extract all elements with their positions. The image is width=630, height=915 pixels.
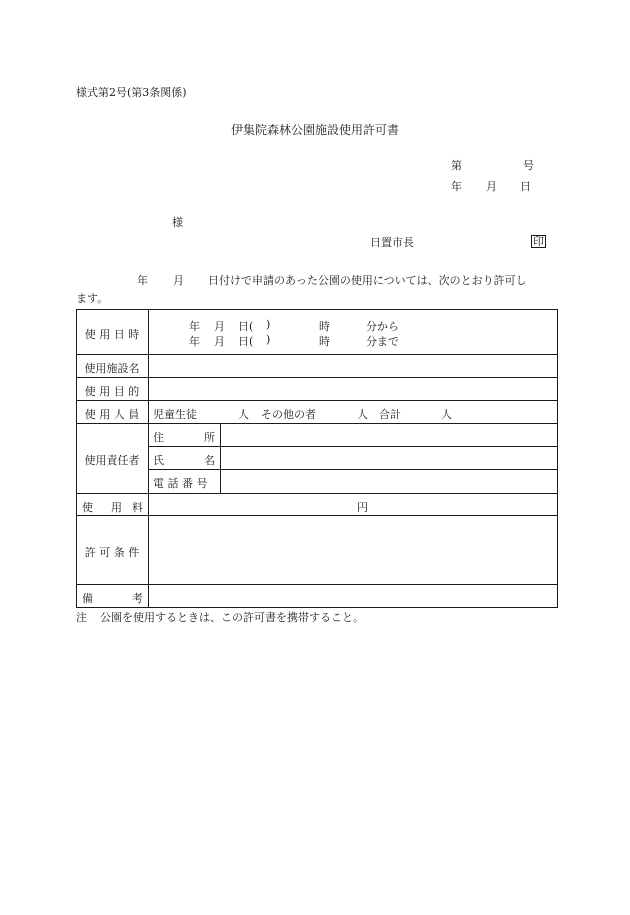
table-rule [76, 400, 557, 401]
fee-label-b: 用 [111, 501, 122, 514]
address-label-b: 所 [204, 431, 215, 444]
date-to-month: 月 [214, 335, 225, 348]
remarks-label-a: 備 [82, 592, 93, 605]
body-text-line1: 日付けで申請のあった公園の使用については、次のとおり許可し [208, 274, 527, 287]
seal-mark: 印 [533, 235, 544, 248]
table-rule [148, 469, 557, 470]
table-rule [76, 423, 557, 424]
doc-number-dai: 第 [451, 159, 462, 172]
date-month: 月 [486, 180, 497, 193]
usage-date-label: 使 用 日 時 [84, 328, 140, 341]
fee-label-c: 料 [132, 501, 143, 514]
date-to-day: 日( [238, 335, 254, 348]
fee-unit: 円 [357, 501, 368, 514]
date-from-month: 月 [214, 320, 225, 333]
date-day: 日 [520, 180, 531, 193]
name-label-a: 氏 [153, 454, 164, 467]
date-to-minute: 分まで [366, 335, 399, 348]
date-from-day: 日( [238, 320, 254, 333]
issuer-name: 日置市長 [370, 236, 414, 249]
total-unit: 人 [441, 408, 452, 421]
children-unit: 人 [238, 408, 249, 421]
phone-label: 電 話 番 号 [153, 477, 208, 490]
fee-label-a: 使 [82, 501, 93, 514]
others-unit: 人 [357, 408, 368, 421]
remarks-label-b: 考 [132, 592, 143, 605]
doc-number-go: 号 [523, 159, 534, 172]
date-from-year: 年 [189, 320, 200, 333]
table-rule [76, 354, 557, 355]
address-label-a: 住 [153, 431, 164, 444]
children-label: 児童生徒 [153, 408, 197, 421]
body-month: 月 [173, 274, 184, 287]
document-title: 伊集院森林公園施設使用許可書 [230, 123, 399, 137]
footnote-text: 公園を使用するときは、この許可書を携帯すること。 [100, 611, 364, 624]
people-label: 使 用 人 員 [84, 408, 140, 421]
body-year: 年 [137, 274, 148, 287]
body-text-line2: ます。 [76, 292, 109, 305]
table-rule [76, 377, 557, 378]
date-from-minute: 分から [366, 320, 399, 333]
date-to-close: ) [266, 333, 271, 346]
purpose-label: 使 用 目 的 [84, 385, 140, 398]
total-label: 合計 [379, 408, 401, 421]
date-from-hour: 時 [319, 320, 330, 333]
addressee-sama: 様 [172, 216, 183, 229]
date-from-close: ) [266, 318, 271, 331]
footnote-mark: 注 [76, 611, 87, 624]
table-rule [76, 515, 557, 516]
table-rule [76, 584, 557, 585]
name-label-b: 名 [204, 454, 215, 467]
permit-table [76, 309, 557, 608]
date-to-year: 年 [189, 335, 200, 348]
date-year: 年 [451, 180, 462, 193]
conditions-label: 許 可 条 件 [84, 546, 140, 559]
responsible-label: 使用責任者 [84, 454, 140, 467]
facility-label: 使用施設名 [84, 362, 140, 375]
others-label: その他の者 [261, 408, 316, 421]
form-number: 様式第2号(第3条関係) [76, 86, 187, 99]
date-to-hour: 時 [319, 335, 330, 348]
table-rule [76, 493, 557, 494]
table-rule [148, 446, 557, 447]
